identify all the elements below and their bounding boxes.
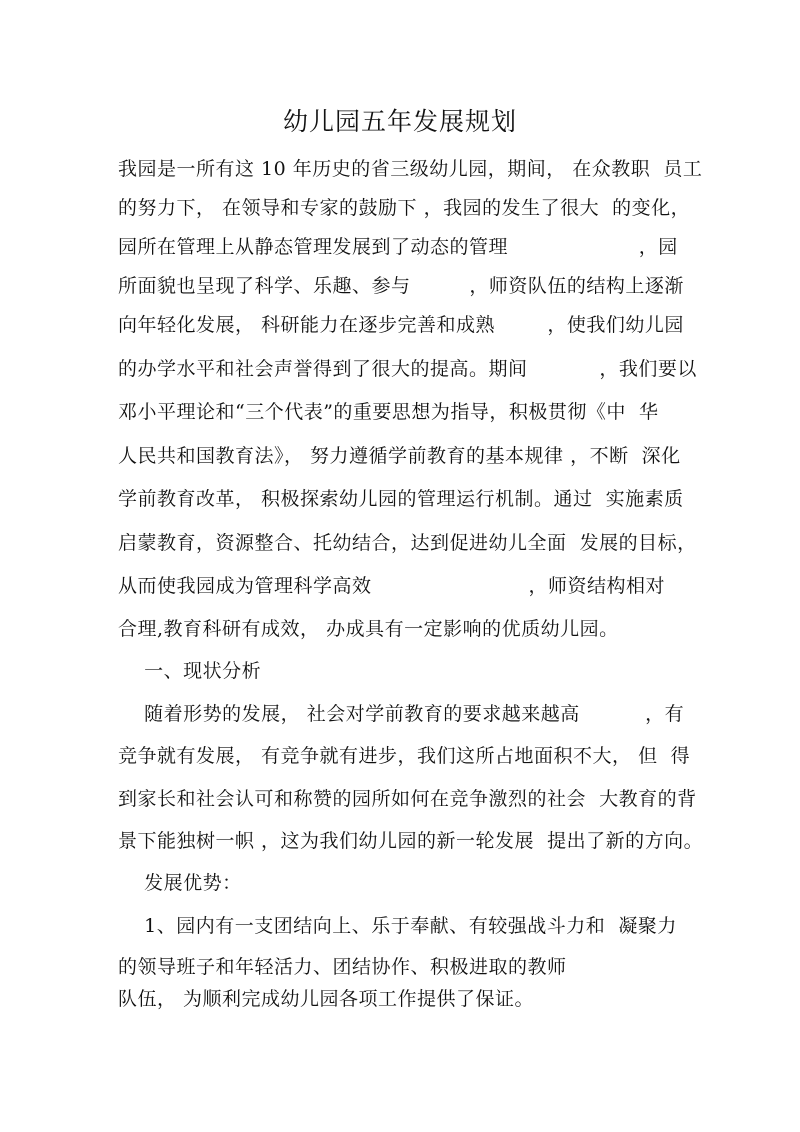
paragraph-line: 我园是一所有这 10 年历史的省三级幼儿园，期间， 在众教职 员工 — [118, 158, 703, 180]
paragraph-line: 从而使我园成为管理科学高效 ，师资结构相对 — [118, 575, 665, 597]
paragraph-line: 的办学水平和社会声誉得到了很大的提高。期间 ，我们要以 — [118, 358, 697, 380]
paragraph-line: 合理,教育科研有成效， 办成具有一定影响的优质幼儿园。 — [118, 618, 619, 640]
paragraph-line: 所面貌也呈现了科学、乐趣、参与 ，师资队伍的结构上逐渐 — [118, 275, 684, 297]
paragraph-line: 随着形势的发展， 社会对学前教育的要求越来越高 ，有 — [118, 703, 685, 725]
section-heading: 一、现状分析 — [118, 660, 262, 682]
paragraph-line: 队伍， 为顺利完成幼儿园各项工作提供了保证。 — [118, 988, 535, 1010]
paragraph-line: 学前教育改革， 积极探索幼儿园的管理运行机制。通过 实施素质 — [118, 488, 684, 510]
paragraph-line: 向年轻化发展， 科研能力在逐步完善和成熟 ，使我们幼儿园 — [118, 314, 684, 336]
paragraph-line: 的领导班子和年轻活力、团结协作、积极进取的教师 — [118, 956, 567, 978]
paragraph-line: 人民共和国教育法》， 努力遵循学前教育的基本规律 ，不断 深化 — [118, 445, 681, 467]
paragraph-line: 启蒙教育，资源整合、托幼结合，达到促进幼儿全面 发展的目标， — [118, 532, 697, 554]
paragraph-line: 1、园内有一支团结向上、乐于奉献、有较强战斗力和 凝聚力 — [118, 915, 677, 937]
paragraph-line: 到家长和社会认可和称赞的园所如何在竞争激烈的社会 大教育的背 — [118, 788, 697, 810]
section-heading: 发展优势： — [118, 872, 242, 894]
paragraph-line: 景下能独树一帜 ，这为我们幼儿园的新一轮发展 提出了新的方向。 — [118, 830, 704, 852]
paragraph-line: 园所在管理上从静态管理发展到了动态的管理 ，园 — [118, 236, 678, 258]
document-title: 幼儿园五年发展规划 — [282, 107, 517, 136]
paragraph-line: 竞争就有发展， 有竞争就有进步，我们这所占地面积不大， 但 得 — [118, 745, 691, 767]
paragraph-line: 的努力下， 在领导和专家的鼓励下 ，我园的发生了很大 的变化， — [118, 197, 691, 219]
paragraph-line: 邓小平理论和“三个代表”的重要思想为指导，积极贯彻《中 华 — [118, 401, 659, 423]
